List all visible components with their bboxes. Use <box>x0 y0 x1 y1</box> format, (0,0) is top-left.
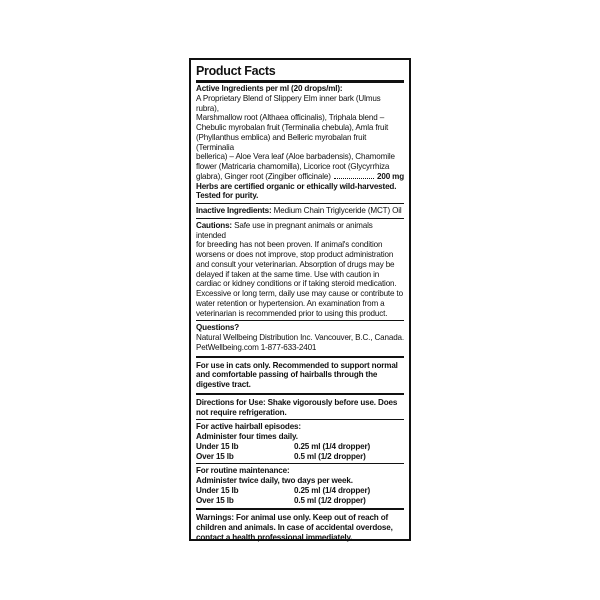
warnings-section <box>196 513 404 542</box>
warnings-line: children and animals. In case of accidental overdose, <box>196 523 393 532</box>
maintenance-sub: Administer twice daily, two days per week. <box>196 476 353 485</box>
cautions-section <box>196 221 404 319</box>
dose-row <box>196 442 404 452</box>
warnings-line: For animal use only. Keep out of reach of <box>236 513 389 523</box>
dose-amount: 0.25 ml (1/4 dropper) <box>294 485 371 495</box>
blend-line: (Phyllanthus emblica) and Belleric myrobalan fruit (Terminalia <box>196 132 367 152</box>
questions-address: Natural Wellbeing Distribution Inc. Vancouver, B.C., Canada. <box>196 333 404 342</box>
dose-weight: Over 15 lb <box>196 495 234 505</box>
dose-row <box>196 486 404 496</box>
cautions-line: and consult your veterinarian. Absorption of drugs may be <box>196 259 395 269</box>
blend-amount: 200 mg <box>377 171 404 181</box>
active-ingredients-section <box>196 84 404 201</box>
cautions-line: worsens or does not improve, stop product administration <box>196 250 394 259</box>
cautions-line: Safe use in pregnant animals or animals intended <box>196 220 373 240</box>
directions-line: not require refrigeration. <box>196 407 287 417</box>
questions-label: Questions? <box>196 323 240 333</box>
purity-note: Tested for purity. <box>196 191 259 201</box>
blend-last-line: glabra), Ginger root (Zingiber officinale) <box>196 171 331 181</box>
dose-weight: Under 15 lb <box>196 441 239 451</box>
dose-amount: 0.5 ml (1/2 dropper) <box>294 495 366 505</box>
blend-line: Chebulic myrobalan fruit (Terminalia chebula), Amla fruit <box>196 123 389 132</box>
inactive-section <box>196 206 404 216</box>
directions-line: Directions for Use: Shake vigorously before use. Does <box>196 397 398 407</box>
cautions-line: veterinarian is recommended prior to using this product. <box>196 308 388 318</box>
blend-line: A Proprietary Blend of Slippery Elm inner bark (Ulmus rubra), <box>196 93 381 113</box>
dose-weight: Under 15 lb <box>196 485 239 495</box>
cautions-line: cardiac or kidney conditions or if taking steroid medication. <box>196 279 397 289</box>
active-episodes-heading: For active hairball episodes: <box>196 422 301 432</box>
product-facts-panel <box>189 58 411 541</box>
leader-dots <box>334 178 374 179</box>
dose-row <box>196 496 404 506</box>
divider-medium <box>196 393 404 395</box>
use-line: and comfortable passing of hairballs through the <box>196 370 378 380</box>
dose-row <box>196 452 404 462</box>
dose-amount: 0.25 ml (1/4 dropper) <box>294 441 371 451</box>
blend-line: bellerica) – Aloe Vera leaf (Aloe barbadensis), Chamomile <box>196 152 395 162</box>
blend-line: Marshmallow root (Althaea officinalis), Triphala blend – <box>196 113 385 123</box>
divider-medium <box>196 508 404 510</box>
blend-line: flower (Matricaria chamomilla), Licorice root (Glycyrrhiza <box>196 162 390 171</box>
dose-amount: 0.5 ml (1/2 dropper) <box>294 451 366 461</box>
blend-amount-row <box>196 172 404 182</box>
divider <box>196 203 404 204</box>
divider-thick <box>196 80 404 83</box>
divider <box>196 320 404 321</box>
cautions-line: for breeding has not been proven. If animal's condition <box>196 240 383 250</box>
cautions-label: Cautions: <box>196 220 232 230</box>
inactive-value: Medium Chain Triglyceride (MCT) Oil <box>273 206 402 215</box>
cautions-line: delayed if taken at the same time. Use with caution in <box>196 269 380 279</box>
dose-weight: Over 15 lb <box>196 451 234 461</box>
divider-medium <box>196 356 404 358</box>
panel-title: Product Facts <box>196 64 276 78</box>
questions-contact: PetWellbeing.com 1-877-633-2401 <box>196 342 317 352</box>
inactive-label: Inactive Ingredients: <box>196 206 272 215</box>
divider <box>196 419 404 420</box>
directions-section <box>196 398 404 506</box>
active-episodes-sub: Administer four times daily. <box>196 432 298 441</box>
use-line: For use in cats only. Recommended to support normal <box>196 360 398 370</box>
warnings-line: contact a health professional immediately. <box>196 532 353 542</box>
cautions-line: water retention or hypertension. An examination from a <box>196 298 385 308</box>
cautions-line: Excessive or long term, daily use may cause or contribute to <box>196 289 403 298</box>
active-heading: Active Ingredients per ml (20 drops/ml): <box>196 84 343 93</box>
divider <box>196 463 404 464</box>
warnings-label: Warnings: <box>196 513 234 523</box>
questions-section <box>196 323 404 352</box>
maintenance-heading: For routine maintenance: <box>196 466 290 476</box>
divider <box>196 218 404 219</box>
use-section <box>196 361 404 390</box>
herbs-note: Herbs are certified organic or ethically wild-harvested. <box>196 181 397 191</box>
use-line: digestive tract. <box>196 380 251 389</box>
